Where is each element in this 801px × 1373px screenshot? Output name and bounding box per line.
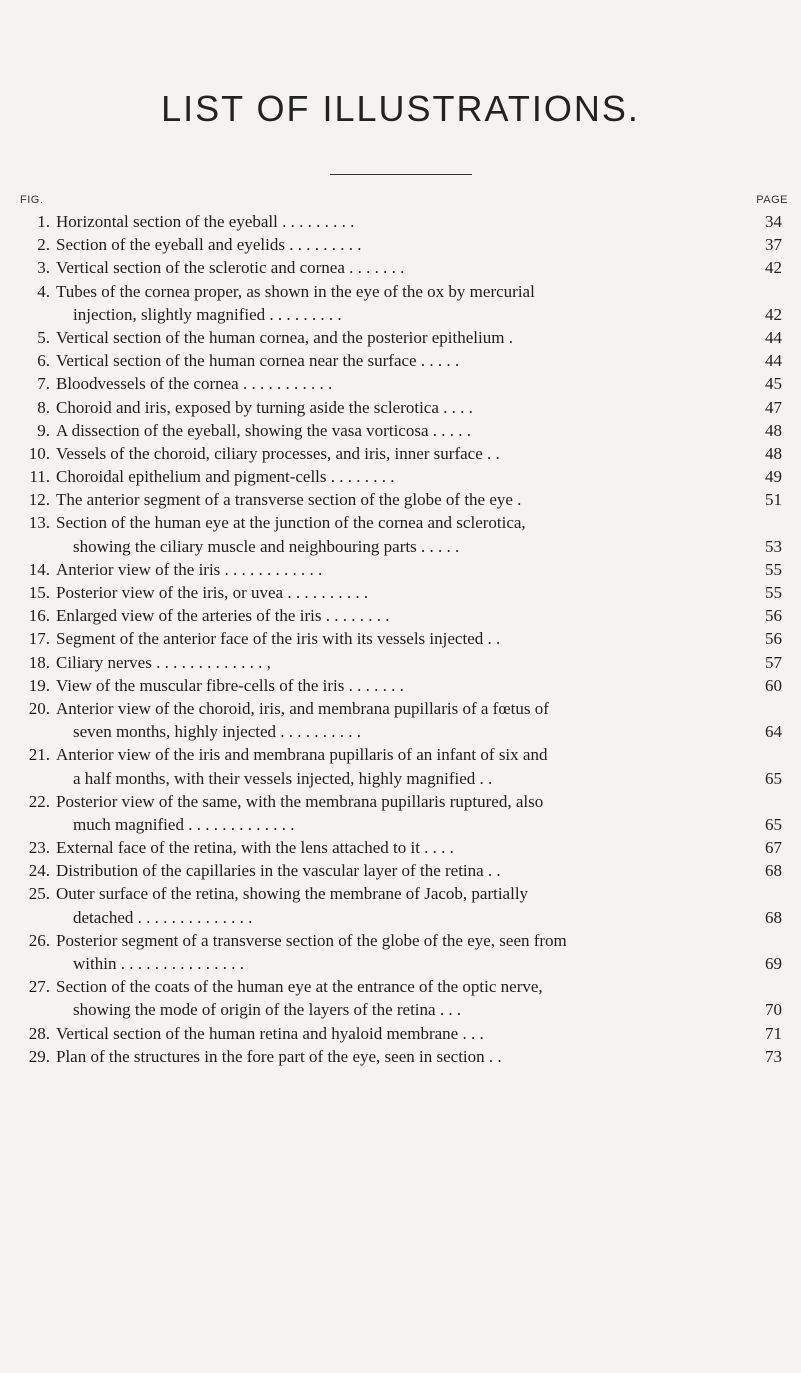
figure-number: 21. xyxy=(28,745,50,765)
entry-line xyxy=(56,419,782,442)
page-number: 65 xyxy=(765,768,782,788)
figure-number: 19. xyxy=(28,675,50,695)
list-item xyxy=(18,511,782,557)
list-item xyxy=(18,256,782,279)
entry-line xyxy=(56,280,782,303)
entry-text: Choroidal epithelium and pigment-cells . . . . . . . . xyxy=(56,467,395,487)
entry-text: Distribution of the capillaries in the vascular layer of the retina . . xyxy=(56,861,501,881)
page-number: 64 xyxy=(765,722,782,742)
entry-line xyxy=(56,256,782,279)
entry-line xyxy=(56,674,782,697)
entry-line xyxy=(56,396,782,419)
page-number: 47 xyxy=(765,397,782,417)
list-item xyxy=(18,465,782,488)
page-number: 71 xyxy=(765,1023,782,1043)
entry-text: Horizontal section of the eyeball . . . . . . . . . xyxy=(56,212,355,231)
list-item xyxy=(18,280,782,326)
entry-line xyxy=(56,604,782,627)
entry-text: much magnified . . . . . . . . . . . . . xyxy=(73,814,295,834)
entry-line xyxy=(56,210,782,233)
figure-number: 11. xyxy=(29,467,50,487)
entry-text: External face of the retina, with the lens attached to it . . . . xyxy=(56,838,454,858)
entry-line xyxy=(56,535,782,558)
figure-number: 25. xyxy=(28,884,50,904)
figure-number: 10. xyxy=(28,443,50,463)
entry-line xyxy=(56,790,782,813)
list-item xyxy=(18,396,782,419)
page-number: 49 xyxy=(765,467,782,487)
entry-line xyxy=(56,929,782,952)
list-item xyxy=(18,859,782,882)
entry-text: Plan of the structures in the fore part of the eye, seen in section . . xyxy=(56,1046,502,1066)
entry-line xyxy=(56,581,782,604)
page-number: 44 xyxy=(765,327,782,347)
figure-number: 29. xyxy=(28,1046,50,1066)
figure-number: 8. xyxy=(37,397,50,417)
list-item xyxy=(18,790,782,836)
list-item xyxy=(18,442,782,465)
page-number: 56 xyxy=(765,606,782,626)
entry-text: Enlarged view of the arteries of the iris . . . . . . . . xyxy=(56,606,390,626)
entry-text: Vertical section of the human cornea near the surface . . . . . xyxy=(56,351,460,371)
entry-text: View of the muscular fibre-cells of the iris . . . . . . . xyxy=(56,675,404,695)
figure-number: 5. xyxy=(37,327,50,347)
entry-line xyxy=(56,697,782,720)
entry-line xyxy=(56,511,782,534)
entry-text: The anterior segment of a transverse section of the globe of the eye . xyxy=(56,490,522,510)
page-number: 42 xyxy=(765,258,782,278)
entry-line xyxy=(56,813,782,836)
list-item xyxy=(18,581,782,604)
page-number: 44 xyxy=(765,351,782,371)
figure-number: 1. xyxy=(37,212,50,231)
entry-text: Section of the coats of the human eye at the entrance of the optic nerve, xyxy=(56,977,543,997)
figure-number: 13. xyxy=(28,513,50,533)
entry-line xyxy=(56,767,782,790)
figure-number: 27. xyxy=(28,977,50,997)
figure-number: 24. xyxy=(28,861,50,881)
page-number: 56 xyxy=(765,629,782,649)
figure-number: 14. xyxy=(28,559,50,579)
figure-number: 9. xyxy=(37,420,50,440)
list-item xyxy=(18,1045,782,1068)
entry-text: Vertical section of the sclerotic and cornea . . . . . . . xyxy=(56,258,405,278)
entry-line xyxy=(56,303,782,326)
entry-line xyxy=(56,859,782,882)
list-item xyxy=(18,326,782,349)
list-item xyxy=(18,419,782,442)
list-item xyxy=(18,882,782,928)
entry-line xyxy=(56,998,782,1021)
entry-text: Tubes of the cornea proper, as shown in the eye of the ox by mercurial xyxy=(56,281,535,301)
list-item xyxy=(18,558,782,581)
entry-line xyxy=(56,952,782,975)
list-item xyxy=(18,349,782,372)
entry-line xyxy=(56,465,782,488)
list-item xyxy=(18,488,782,511)
figure-number: 18. xyxy=(28,652,50,672)
entry-text: Anterior view of the iris and membrana pupillaris of an infant of six and xyxy=(56,745,548,765)
figure-number: 12. xyxy=(28,490,50,510)
entry-line xyxy=(56,1045,782,1068)
page-number: 73 xyxy=(765,1046,782,1066)
entry-line xyxy=(56,372,782,395)
page-number: 69 xyxy=(765,954,782,973)
title-rule xyxy=(330,174,472,175)
entry-text: Posterior view of the iris, or uvea . . . . . . . . . . xyxy=(56,583,369,602)
page-number: 68 xyxy=(765,907,782,927)
entry-text: showing the mode of origin of the layers of the retina . . . xyxy=(73,1000,462,1020)
entry-text: Vertical section of the human retina and hyaloid membrane . . . xyxy=(56,1023,484,1043)
page-number: 48 xyxy=(765,420,782,440)
page-number: 70 xyxy=(765,1000,782,1020)
figure-number: 26. xyxy=(28,930,50,950)
entry-line xyxy=(56,836,782,859)
page-number: 55 xyxy=(765,559,782,579)
entry-line xyxy=(56,651,782,674)
entry-text: A dissection of the eyeball, showing the vasa vorticosa . . . . . xyxy=(56,420,471,440)
list-item xyxy=(18,674,782,697)
entry-text: Posterior segment of a transverse section of the globe of the eye, seen from xyxy=(56,930,567,950)
page-number: 34 xyxy=(765,212,782,231)
page-title: LIST OF ILLUSTRATIONS. xyxy=(161,88,640,129)
figure-number: 17. xyxy=(28,629,50,649)
entry-line xyxy=(56,442,782,465)
page-number: 60 xyxy=(765,675,782,695)
entry-line xyxy=(56,882,782,905)
entry-text: injection, slightly magnified . . . . . . . . . xyxy=(73,304,342,324)
figure-number: 20. xyxy=(28,698,50,718)
list-item xyxy=(18,836,782,859)
entry-text: showing the ciliary muscle and neighbouring parts . . . . . xyxy=(73,536,460,556)
list-item xyxy=(18,743,782,789)
fig-column-header: FIG. xyxy=(20,194,44,206)
page-number: 68 xyxy=(765,861,782,881)
entry-text: Choroid and iris, exposed by turning aside the sclerotica . . . . xyxy=(56,397,473,417)
entry-text: Bloodvessels of the cornea . . . . . . . . . . . xyxy=(56,374,333,394)
entry-line xyxy=(56,558,782,581)
entry-line xyxy=(56,627,782,650)
entry-text: seven months, highly injected . . . . . . . . . . xyxy=(73,722,362,742)
entry-text: Vessels of the choroid, ciliary processes, and iris, inner surface . . xyxy=(56,443,500,463)
list-item xyxy=(18,1022,782,1045)
page-number: 45 xyxy=(765,374,782,394)
list-item xyxy=(18,929,782,975)
entry-line xyxy=(56,720,782,743)
figure-number: 23. xyxy=(28,838,50,858)
entry-line xyxy=(56,326,782,349)
figure-number: 7. xyxy=(37,374,50,394)
page-number: 65 xyxy=(765,814,782,834)
figure-number: 2. xyxy=(37,235,50,255)
page-number: 37 xyxy=(765,235,782,255)
list-item xyxy=(18,627,782,650)
entry-line xyxy=(56,488,782,511)
page-number: 55 xyxy=(765,583,782,602)
figure-number: 6. xyxy=(37,351,50,371)
figure-number: 3. xyxy=(37,258,50,278)
entry-line xyxy=(56,975,782,998)
page-number: 48 xyxy=(765,443,782,463)
page-number: 51 xyxy=(765,490,782,510)
list-item xyxy=(18,372,782,395)
entry-line xyxy=(56,349,782,372)
entry-text: Posterior view of the same, with the membrana pupillaris ruptured, also xyxy=(56,791,544,811)
entry-text: a half months, with their vessels injected, highly magnified . . xyxy=(73,768,493,788)
page-column-header: PAGE xyxy=(756,194,788,206)
entry-line xyxy=(56,1022,782,1045)
entry-line xyxy=(56,233,782,256)
page-number: 42 xyxy=(765,304,782,324)
entry-text: within . . . . . . . . . . . . . . . xyxy=(73,954,244,973)
entry-text: Outer surface of the retina, showing the membrane of Jacob, partially xyxy=(56,884,529,904)
entry-text: Section of the eyeball and eyelids . . . . . . . . . xyxy=(56,235,362,255)
page-number: 57 xyxy=(765,652,782,672)
entry-line xyxy=(56,906,782,929)
entry-text: Anterior view of the iris . . . . . . . . . . . . xyxy=(56,559,323,579)
entry-text: Segment of the anterior face of the iris with its vessels injected . . xyxy=(56,629,501,649)
entry-line xyxy=(56,743,782,766)
page-number: 67 xyxy=(765,838,782,858)
list-item xyxy=(18,604,782,627)
page-number: 53 xyxy=(765,536,782,556)
figure-number: 16. xyxy=(28,606,50,626)
figure-number: 22. xyxy=(28,791,50,811)
entry-text: Vertical section of the human cornea, and the posterior epithelium . xyxy=(56,327,513,347)
entry-text: Section of the human eye at the junction of the cornea and sclerotica, xyxy=(56,513,526,533)
entry-text: Ciliary nerves . . . . . . . . . . . . . , xyxy=(56,652,271,672)
list-item xyxy=(18,651,782,674)
list-item xyxy=(18,210,782,233)
figure-number: 4. xyxy=(37,281,50,301)
illustration-list xyxy=(18,210,782,1068)
list-item xyxy=(18,233,782,256)
figure-number: 15. xyxy=(28,583,50,602)
figure-number: 28. xyxy=(28,1023,50,1043)
list-item xyxy=(18,697,782,743)
entry-text: Anterior view of the choroid, iris, and membrana pupillaris of a fœtus of xyxy=(56,698,549,718)
entry-text: detached . . . . . . . . . . . . . . xyxy=(73,907,253,927)
list-item xyxy=(18,975,782,1021)
